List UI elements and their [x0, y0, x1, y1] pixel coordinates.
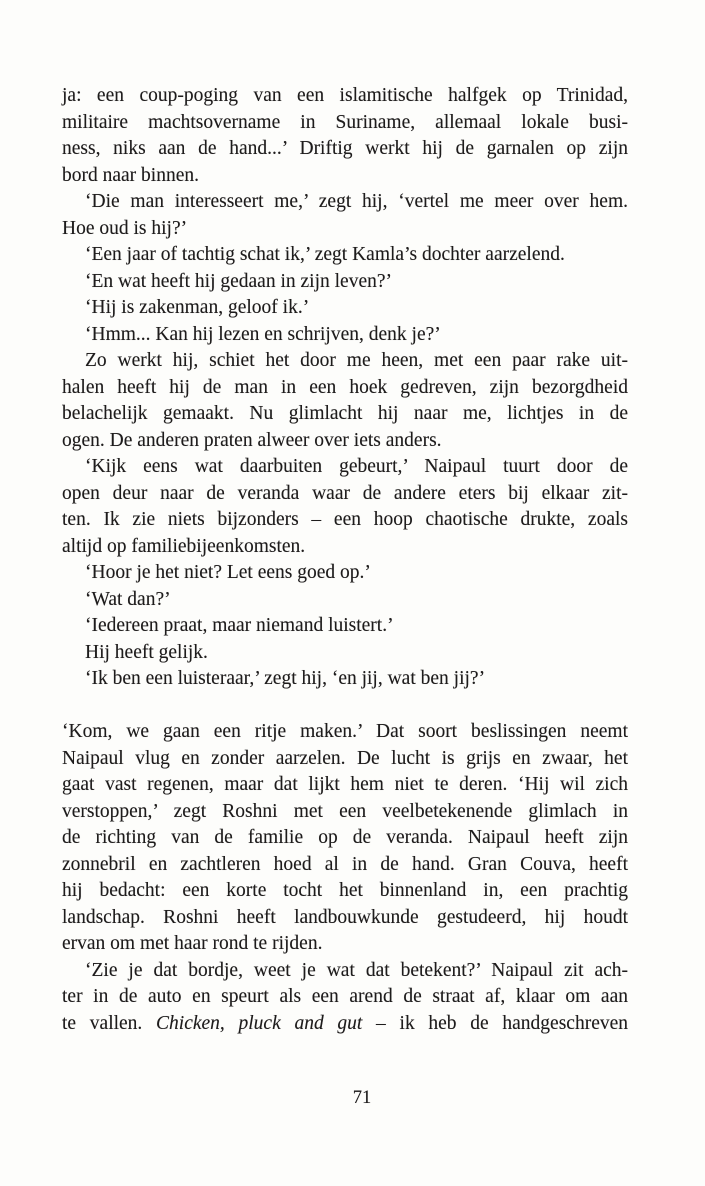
text-segment: zonnebril en zachtleren hoed al in de hand. Gran Couva, heeft [62, 853, 628, 875]
text-line [62, 613, 628, 640]
text-line [62, 401, 628, 428]
text-segment: Hij heeft gelijk. [85, 641, 208, 663]
text-segment: Hoe oud is hij?’ [62, 217, 188, 239]
text-line [62, 534, 628, 561]
text-segment: ‘Wat dan?’ [85, 588, 171, 610]
text-line [62, 110, 628, 137]
text-line [62, 799, 628, 826]
text-line [62, 560, 628, 587]
text-line [62, 375, 628, 402]
text-segment: altijd op familiebijeenkomsten. [62, 535, 306, 557]
text-segment: ogen. De anderen praten alweer over iets anders. [62, 429, 442, 451]
text-segment: halen heeft hij de man in een hoek gedreven, zijn bezorgdheid [62, 376, 628, 398]
text-line [62, 587, 628, 614]
text-line [62, 348, 628, 375]
text-line [62, 640, 628, 667]
paragraph [62, 454, 628, 560]
text-segment: te vallen. [62, 1012, 157, 1034]
paragraph [62, 640, 628, 667]
paragraph [62, 719, 628, 958]
text-line [62, 295, 628, 322]
text-segment: militaire machtsovername in Suriname, allemaal lokale busi- [62, 111, 628, 133]
text-segment: Zo werkt hij, schiet het door me heen, met een paar rake uit- [85, 350, 628, 371]
text-line [62, 322, 628, 349]
page-text [62, 83, 628, 1037]
text-line [62, 428, 628, 455]
text-line [62, 189, 628, 216]
paragraph [62, 560, 628, 587]
paragraph [62, 83, 628, 189]
text-segment: ja: een coup-poging van een islamitische halfgek op Trinidad, [62, 85, 628, 106]
text-segment: ‘Die man interesseert me,’ zegt hij, ‘vertel me meer over hem. [85, 191, 628, 212]
text-segment: ter in de auto en speurt als een arend de straat af, klaar om aan [62, 986, 628, 1007]
paragraph [62, 322, 628, 349]
text-line [62, 825, 628, 852]
text-line [62, 746, 628, 773]
text-segment: gaat vast regenen, maar dat lijkt hem niet te deren. ‘Hij wil zich [62, 774, 628, 795]
paragraph [62, 242, 628, 269]
text-line [62, 905, 628, 932]
text-line [62, 852, 628, 879]
text-segment: ten. Ik zie niets bijzonders – een hoop chaotische drukte, zoals [62, 509, 628, 530]
text-line [62, 931, 628, 958]
text-line [62, 83, 628, 110]
text-line [62, 984, 628, 1011]
page-number: 71 [352, 1088, 372, 1108]
text-line [62, 481, 628, 508]
text-segment: ‘Ik ben een luisteraar,’ zegt hij, ‘en jij, wat ben jij?’ [85, 668, 486, 689]
text-line [62, 958, 628, 985]
text-segment: landschap. Roshni heeft landbouwkunde gestudeerd, hij houdt [62, 906, 628, 928]
paragraph [62, 269, 628, 296]
text-segment: ‘Hij is zakenman, geloof ik.’ [85, 297, 310, 318]
text-segment: de richting van de familie op de veranda. Naipaul heeft zijn [62, 827, 628, 848]
text-segment: open deur naar de veranda waar de andere eters bij elkaar zit- [62, 482, 628, 504]
section-break [62, 693, 628, 720]
text-line [62, 163, 628, 190]
italic-text: Chicken, pluck and gut [156, 1012, 363, 1034]
paragraph [62, 189, 628, 242]
text-segment: ‘Iedereen praat, maar niemand luistert.’ [85, 615, 394, 636]
text-segment: ‘Hoor je het niet? Let eens goed op.’ [85, 562, 371, 583]
text-line [62, 1011, 628, 1038]
text-segment: ervan om met haar rond te rijden. [62, 933, 323, 954]
paragraph [62, 613, 628, 640]
text-line [62, 216, 628, 243]
paragraph [62, 295, 628, 322]
text-line [62, 772, 628, 799]
text-line [62, 136, 628, 163]
text-segment: ‘En wat heeft hij gedaan in zijn leven?’ [85, 270, 392, 292]
text-line [62, 666, 628, 693]
text-line [62, 269, 628, 296]
text-segment: – ik heb de handgeschreven [362, 1012, 628, 1034]
text-line [62, 507, 628, 534]
text-line [62, 719, 628, 746]
paragraph [62, 348, 628, 454]
text-line [62, 878, 628, 905]
text-segment: verstoppen,’ zegt Roshni met een veelbetekenende glimlach in [62, 800, 628, 822]
text-segment: ‘Kijk eens wat daarbuiten gebeurt,’ Naipaul tuurt door de [85, 456, 628, 477]
text-line [62, 242, 628, 269]
text-segment: bord naar binnen. [62, 164, 199, 186]
paragraph [62, 958, 628, 1038]
text-segment: ‘Hmm... Kan hij lezen en schrijven, denk je?’ [85, 323, 441, 345]
text-segment: ‘Kom, we gaan een ritje maken.’ Dat soort beslissingen neemt [62, 721, 628, 742]
text-segment: hij bedacht: een korte tocht het binnenland in, een prachtig [62, 880, 628, 901]
paragraph [62, 666, 628, 693]
paragraph [62, 587, 628, 614]
text-line [62, 454, 628, 481]
text-segment: ‘Zie je dat bordje, weet je wat dat betekent?’ Naipaul zit ach- [85, 959, 628, 981]
text-segment: belachelijk gemaakt. Nu glimlacht hij naar me, lichtjes in de [62, 403, 628, 424]
text-segment: ‘Een jaar of tachtig schat ik,’ zegt Kamla’s dochter aarzelend. [85, 244, 565, 265]
text-segment: ness, niks aan de hand...’ Driftig werkt hij de garnalen op zijn [62, 138, 628, 159]
text-segment: Naipaul vlug en zonder aarzelen. De lucht is grijs en zwaar, het [62, 747, 628, 769]
